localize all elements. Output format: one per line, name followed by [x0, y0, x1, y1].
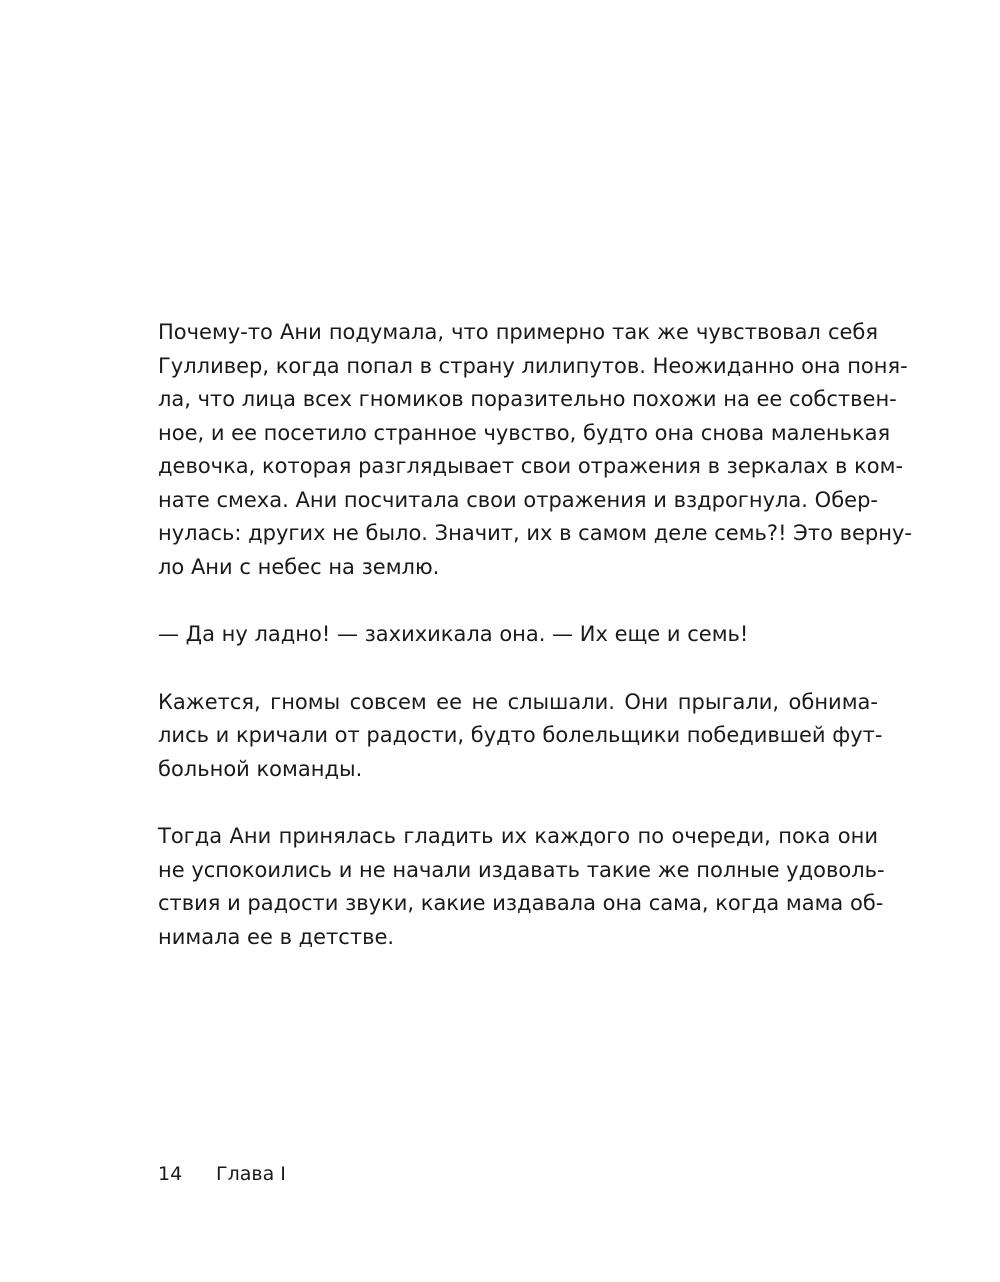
paragraph-gap	[158, 786, 878, 820]
text-line: Тогда Ани принялась гладить их каждого по очереди, пока они	[158, 824, 878, 848]
text-line: больной команды.	[158, 756, 363, 781]
text-line: ствия и радости звуки, какие издавала она сама, когда мама об-	[158, 891, 884, 915]
chapter-title: Глава I	[216, 1163, 286, 1185]
text-line: лись и кричали от радости, будто болельщики победившей фут-	[158, 723, 883, 747]
paragraph-gap	[158, 652, 878, 686]
text-line: ное, и ее посетило странное чувство, будто она снова маленькая	[158, 420, 891, 445]
page-footer	[158, 1160, 286, 1188]
text-line: Кажется, гномы совсем ее не слышали. Они прыгали, обнима-	[158, 689, 878, 714]
text-line: девочка, которая разглядывает свои отражения в зеркалах в ком-	[158, 454, 904, 478]
text-line: ло Ани с небес на землю.	[158, 554, 440, 579]
text-line: ла, что лица всех гномиков поразительно похожи на ее собствен-	[158, 387, 897, 411]
text-line: Гулливер, когда попал в страну лилипутов. Неожиданно она поня-	[158, 353, 908, 378]
page-number: 14	[158, 1163, 183, 1185]
text-line: Почему-то Ани подумала, что примерно так же чувствовал себя	[158, 320, 878, 344]
paragraph-2-dialogue	[158, 618, 878, 652]
paragraph-gap	[158, 584, 878, 618]
text-line: нимала ее в детстве.	[158, 924, 395, 949]
text-line: нулась: других не было. Значит, их в самом деле семь?! Это верну-	[158, 521, 912, 545]
paragraph-1	[158, 316, 912, 584]
paragraph-3	[158, 686, 883, 787]
paragraph-4	[158, 820, 885, 954]
text-line: — Да ну ладно! — захихикала она. — Их еще и семь!	[158, 622, 749, 646]
text-line: нате смеха. Ани посчитала свои отражения и вздрогнула. Обер-	[158, 487, 878, 512]
main-text	[158, 316, 912, 954]
text-line: не успокоились и не начали издавать такие же полные удоволь-	[158, 857, 885, 882]
